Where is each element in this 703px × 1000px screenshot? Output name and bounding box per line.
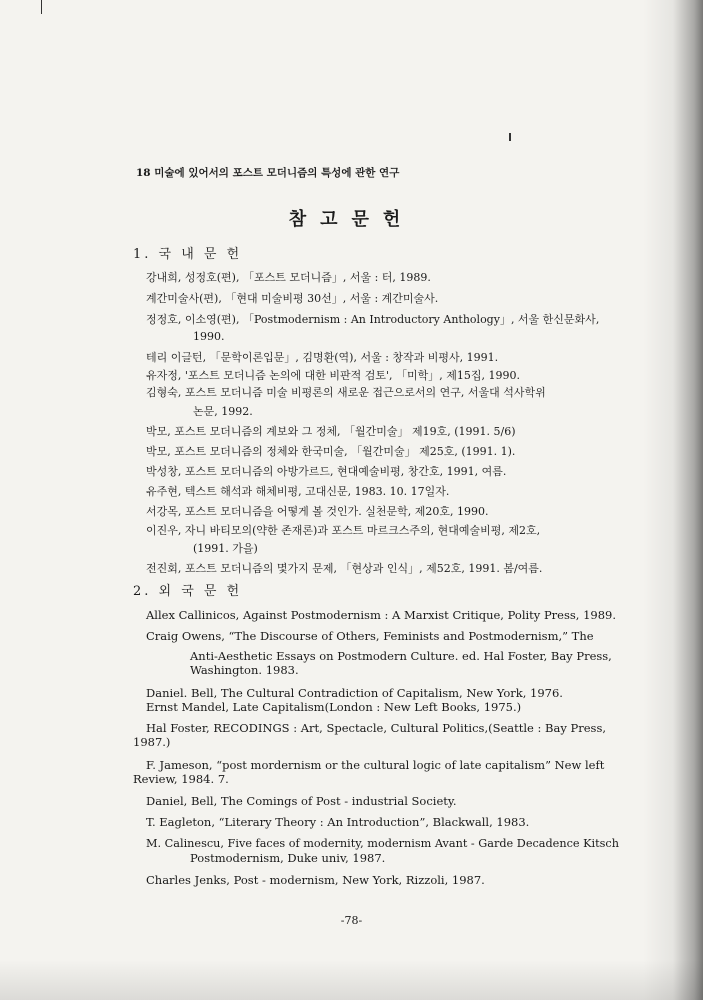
ref-line: Washington. 1983. [190,663,299,677]
ref-line: 계간미술사(편), 「현대 미술비평 30선」, 서울 : 계간미술사. [146,292,439,305]
running-head: 18 미술에 있어서의 포스트 모더니즘의 특성에 관한 연구 [136,167,400,179]
page-title: 참고문헌 [288,209,415,230]
foreign-heading: 2. 외 국 문 헌 [133,584,243,599]
ref-line: 이진우, 자니 바티모의(약한 존재론)과 포스트 마르크스주의, 현대예술비평, 제2호, [146,524,541,537]
domestic-heading: 1. 국 내 문 헌 [133,247,243,262]
scan-speck [509,133,511,141]
ref-line: T. Eagleton, “Literary Theory : An Introduction”, Blackwall, 1983. [146,815,530,829]
ref-line: 전진회, 포스트 모더니즘의 몇가지 문제, 「현상과 인식」, 제52호, 1991. 봄/여름. [146,562,543,575]
ref-line: Anti-Aesthetic Essays on Postmodern Culture. ed. Hal Foster, Bay Press, [190,649,612,663]
scan-speck [41,0,42,14]
ref-line: 1987.) [133,735,171,749]
ref-line: 1990. [193,330,225,343]
ref-line: 박모, 포스트 모더니즘의 계보와 그 정체, 「월간미술」 제19호, (1991. 5/6) [146,425,516,438]
ref-line: 정정호, 이소영(편), 「Postmodernism : An Introductory Anthology」, 서울 한신문화사, [146,313,600,326]
ref-line: Allex Callinicos, Against Postmodernism : A Marxist Critique, Polity Press, 1989. [146,608,617,622]
ref-line: 박모, 포스트 모더니즘의 정체와 한국미술, 「월간미술」 제25호, (1991. 1). [146,445,516,458]
page-number: -78- [340,914,363,927]
ref-line: Ernst Mandel, Late Capitalism(London : New Left Books, 1975.) [146,700,522,714]
ref-line: 강내희, 성정호(편), 「포스트 모더니즘」, 서울 : 터, 1989. [146,271,431,284]
ref-line: F. Jameson, “post mordernism or the cultural logic of late capitalism” New left [146,758,605,772]
ref-line: Daniel. Bell, The Cultural Contradiction of Capitalism, New York, 1976. [146,686,563,700]
ref-line: 논문, 1992. [193,405,253,418]
scan-shadow-edge [643,0,703,1000]
scan-shadow-bottom [0,960,703,1000]
ref-line: 박성창, 포스트 모더니즘의 아방가르드, 현대예술비평, 창간호, 1991, 여름. [146,465,507,478]
ref-line: (1991. 가을) [193,542,258,555]
ref-line: 김형숙, 포스트 모더니즘 미술 비평론의 새로운 접근으로서의 연구, 서울대 석사학위 [146,386,546,399]
ref-line: Postmodernism, Duke univ, 1987. [190,851,386,865]
ref-line: 테리 이글턴, 「문학이론입문」, 김명환(역), 서울 : 창작과 비평사, 1991. [146,351,499,364]
ref-line: Daniel, Bell, The Comings of Post - industrial Society. [146,794,457,808]
ref-line: 유자정, '포스트 모더니즘 논의에 대한 비판적 검토', 「미학」, 제15집, 1990. [146,369,521,382]
ref-line: 유주현, 텍스트 해석과 해체비평, 고대신문, 1983. 10. 17일자. [146,485,450,498]
ref-line: M. Calinescu, Five faces of modernity, modernism Avant - Garde Decadence Kitsch [146,837,619,850]
ref-line: 서강목, 포스트 모더니즘을 어떻게 볼 것인가. 실천문학, 제20호, 1990. [146,505,489,518]
ref-line: Charles Jenks, Post - modernism, New York, Rizzoli, 1987. [146,873,485,887]
ref-line: Review, 1984. 7. [133,772,229,786]
ref-line: Craig Owens, “The Discourse of Others, Feminists and Postmodernism,” The [146,629,594,643]
ref-line: Hal Foster, RECODINGS : Art, Spectacle, Cultural Politics,(Seattle : Bay Press, [146,721,606,735]
